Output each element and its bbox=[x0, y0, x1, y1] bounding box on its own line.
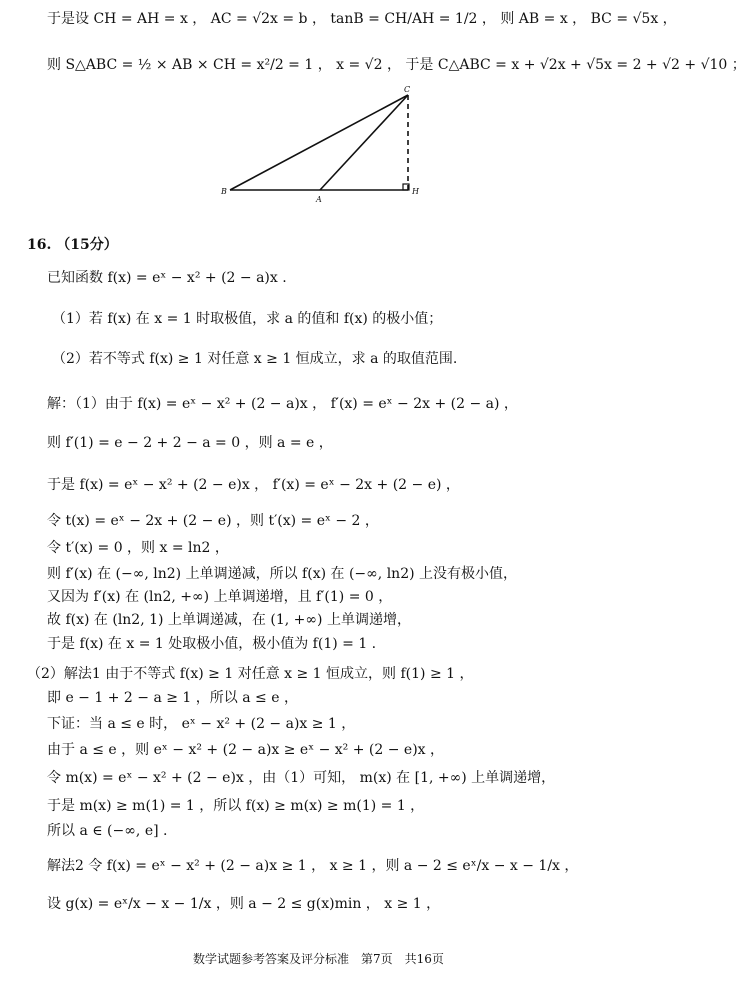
line-15: 于是 f(x) 在 x = 1 处取极小值，极小值为 f(1) = 1 . bbox=[47, 636, 377, 652]
line-11: 令 t′(x) = 0 ，则 x = ln2 ， bbox=[47, 540, 229, 556]
line-9: 于是 f(x) = eˣ − x² + (2 − e)x ， f′(x) = eˣ − 2x + (2 − e) ， bbox=[47, 477, 460, 493]
line-10: 令 t(x) = eˣ − 2x + (2 − e) ，则 t′(x) = eˣ − 2 ， bbox=[47, 513, 379, 529]
line-24: 设 g(x) = eˣ/x − x − 1/x ，则 a − 2 ≤ g(x)min ， x ≥ 1 ， bbox=[47, 896, 441, 912]
label-h: H bbox=[412, 187, 419, 196]
line-17: 即 e − 1 + 2 − a ≥ 1 ，所以 a ≤ e ， bbox=[47, 690, 298, 706]
triangle-figure bbox=[0, 80, 626, 290]
line-6: （2）若不等式 f(x) ≥ 1 对任意 x ≥ 1 恒成立，求 a 的取值范围. bbox=[52, 351, 458, 367]
label-c: C bbox=[404, 85, 411, 94]
line-23: 解法2 令 f(x) = eˣ − x² + (2 − a)x ≥ 1 ， x ≥ 1 ，则 a − 2 ≤ eˣ/x − x − 1/x ， bbox=[47, 858, 579, 874]
line-18: 下证：当 a ≤ e 时， eˣ − x² + (2 − a)x ≥ 1 ， bbox=[47, 716, 356, 732]
line-12: 则 f′(x) 在 (−∞, ln2) 上单调递减，所以 f(x) 在 (−∞, ln2) 上没有极小值， bbox=[47, 566, 518, 582]
label-a: A bbox=[316, 195, 322, 204]
line-19: 由于 a ≤ e ，则 eˣ − x² + (2 − a)x ≥ eˣ − x² + (2 − e)x ， bbox=[47, 742, 445, 758]
line-16: （2）解法1 由于不等式 f(x) ≥ 1 对任意 x ≥ 1 恒成立，则 f(1) ≥ 1 ， bbox=[27, 666, 474, 682]
line-5: （1）若 f(x) 在 x = 1 时取极值，求 a 的值和 f(x) 的极小值； bbox=[52, 311, 443, 327]
page-footer: 数学试题参考答案及评分标准 第7页 共16页 bbox=[193, 952, 444, 966]
line-22: 所以 a ∈ (−∞, e] . bbox=[47, 823, 168, 839]
line-21: 于是 m(x) ≥ m(1) = 1 ，所以 f(x) ≥ m(x) ≥ m(1) = 1 ， bbox=[47, 798, 425, 814]
line-13: 又因为 f′(x) 在 (ln2, +∞) 上单调递增，且 f′(1) = 0 ， bbox=[47, 589, 393, 605]
line-20: 令 m(x) = eˣ − x² + (2 − e)x ，由（1）可知， m(x) 在 [1, +∞) 上单调递增， bbox=[47, 770, 556, 786]
line-14: 故 f(x) 在 (ln2, 1) 上单调递减，在 (1, +∞) 上单调递增， bbox=[47, 612, 411, 628]
line-2: 则 S△ABC = ½ × AB × CH = x²/2 = 1 ， x = √2 ， 于是 C△ABC = x + √2x + √5x = 2 + √2 + √10 ； bbox=[47, 57, 746, 73]
label-b: B bbox=[221, 187, 227, 196]
line-7: 解：（1）由于 f(x) = eˣ − x² + (2 − a)x ， f′(x) = eˣ − 2x + (2 − a) ， bbox=[47, 396, 518, 412]
problem-16-title: 16. （15分） bbox=[27, 237, 118, 253]
line-1: 于是设 CH = AH = x ， AC = √2x = b ， tanB = CH/AH = 1/2 ， 则 AB = x ， BC = √5x ， bbox=[47, 11, 677, 27]
line-4: 已知函数 f(x) = eˣ − x² + (2 − a)x . bbox=[47, 270, 287, 286]
line-8: 则 f′(1) = e − 2 + 2 − a = 0 ，则 a = e ， bbox=[47, 435, 333, 451]
